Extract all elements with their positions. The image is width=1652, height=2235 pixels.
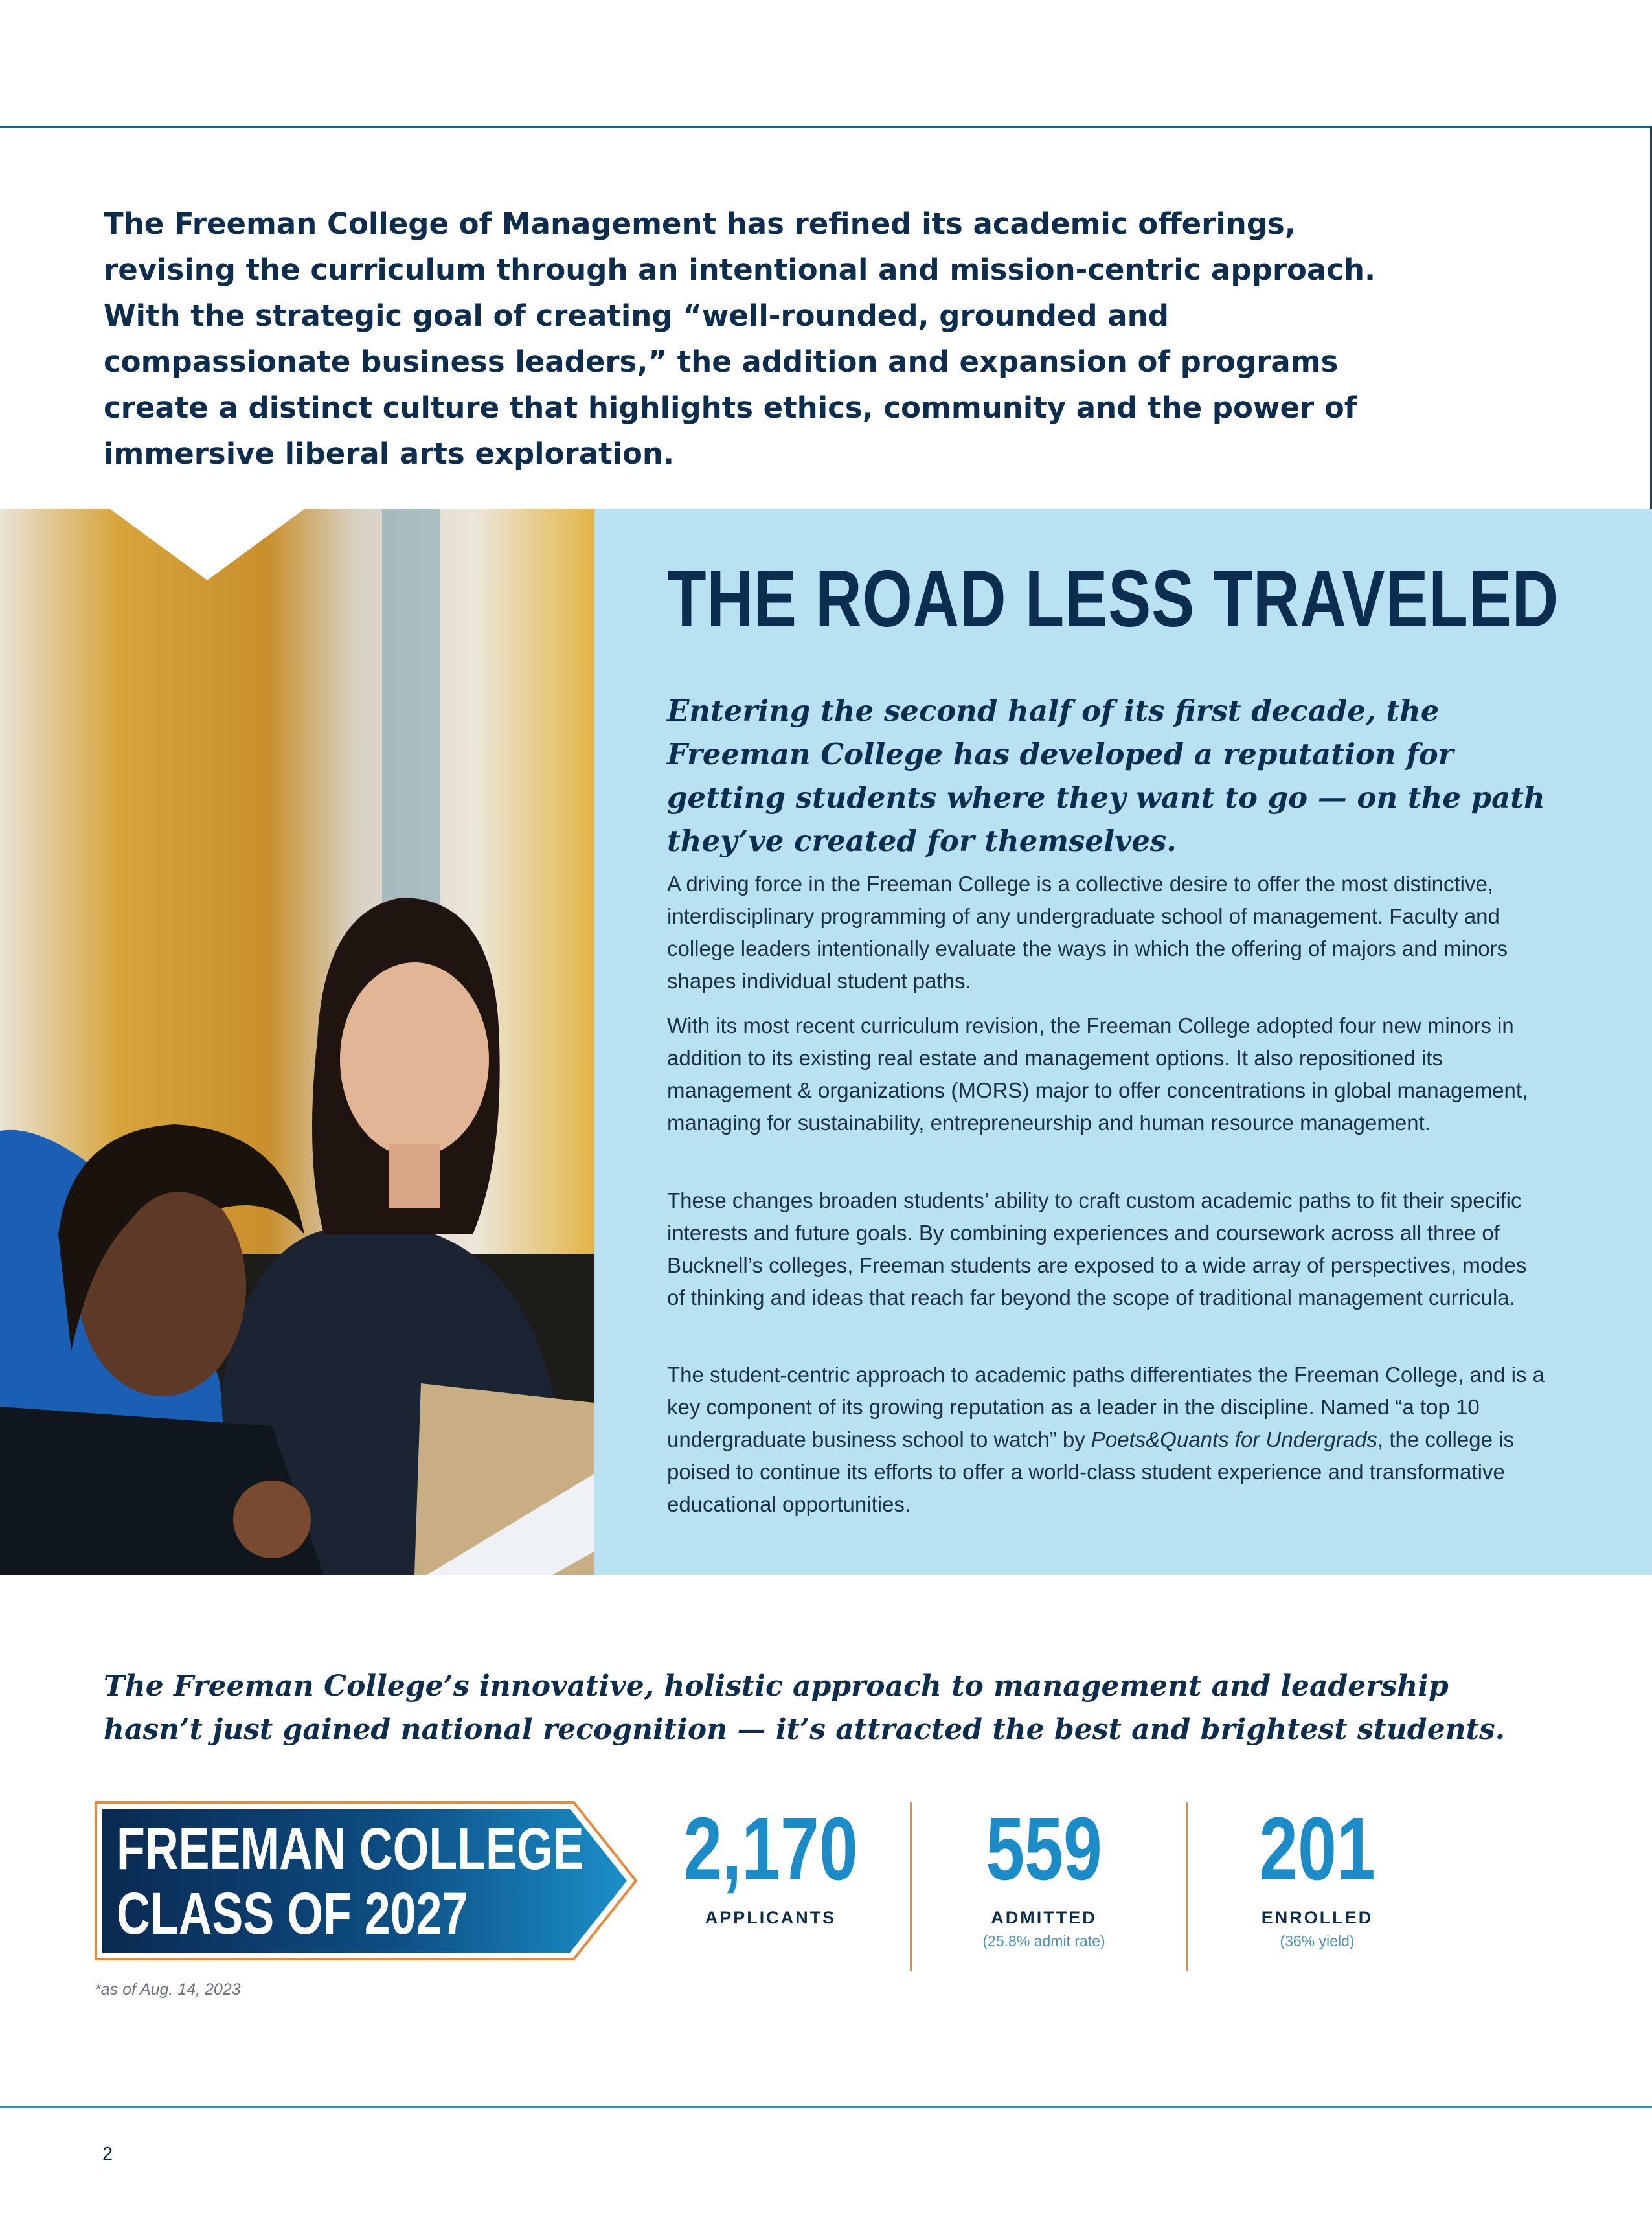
- intro-paragraph: The Freeman College of Management has refined its academic offerings, revising the curriculum through an intentional and mission-centric approach. With the strategic goal of creating “well-rounded, grounded and compassionate business leaders,” the addition and expansion of programs create a distinct culture that highlights ethics, community and the power of immersive liberal arts exploration.: [104, 207, 1376, 471]
- chevron-notch-icon: [110, 509, 304, 580]
- stat-number: 559: [986, 1799, 1102, 1899]
- bottom-deck: The Freeman College’s innovative, holistic approach to management and leadership hasn’t just gained national recognition — it’s attracted the best and brightest students.: [104, 1670, 1506, 1746]
- class-banner: [95, 1801, 639, 1964]
- body-paragraph: These changes broaden students’ ability to craft custom academic paths to fit their specific interests and future goals. By combining experiences and coursework across all three of Bucknell’s colleges, Freeman students are exposed to a wide array of perspectives, modes of thinking and ideas that reach far beyond the scope of traditional management curricula.: [667, 1188, 1527, 1310]
- stat-admitted: [914, 1800, 1173, 1951]
- stat-label: APPLICANTS: [705, 1908, 837, 1927]
- feature-title: THE ROAD LESS TRAVELED: [667, 554, 1559, 644]
- page-number: 2: [102, 2144, 113, 2164]
- stat-number: 201: [1259, 1799, 1375, 1899]
- stat-label: ADMITTED: [991, 1908, 1097, 1927]
- body-text: , the college is poised to continue its efforts to offer a world-class student experience and transformative educational opportunities.: [667, 1427, 1514, 1516]
- stat-divider: [910, 1802, 912, 1971]
- publication-name: Poets&Quants for Undergrads: [1091, 1427, 1377, 1451]
- body-paragraph: With its most recent curriculum revision, the Freeman College adopted four new minors in addition to its existing real estate and management options. It also repositioned its management & organizations (MORS) major to offer concentrations in global management, managing for sustainability, entrepreneurship and human resource management.: [667, 1014, 1528, 1135]
- students-photo: [0, 509, 594, 1575]
- stat-note: (36% yield): [1280, 1933, 1355, 1949]
- banner-line-2: CLASS OF 2027: [117, 1881, 468, 1947]
- body-paragraph: A driving force in the Freeman College is a collective desire to offer the most distinctive, interdisciplinary programming of any undergraduate school of management. Faculty and college leaders intentionally evaluate the ways in which the offering of majors and minors shapes individual student paths.: [667, 872, 1508, 993]
- students-photo-illustration: [0, 509, 594, 1575]
- footnote: *as of Aug. 14, 2023: [95, 1980, 241, 1999]
- bottom-rule: [0, 2106, 1652, 2108]
- stat-enrolled: [1188, 1800, 1447, 1951]
- top-rule: [0, 126, 1652, 128]
- feature-deck: Entering the second half of its first decade, the Freeman College has developed a reputation for getting students where they want to go — on the path they’ve created for themselves.: [667, 694, 1545, 858]
- stat-number: 2,170: [683, 1799, 858, 1899]
- stat-note: (25.8% admit rate): [982, 1933, 1105, 1949]
- banner-line-1: FREEMAN COLLEGE: [117, 1816, 584, 1882]
- stat-label: ENROLLED: [1261, 1908, 1374, 1927]
- stat-applicants: [641, 1800, 900, 1929]
- body-paragraph: [667, 1359, 1548, 1521]
- body-text: The student-centric approach to academic paths differentiates the Freeman College, and is a key component of its growing reputation as a leader in the discipline. Named “a top 10 undergraduate business school to watch” by: [667, 1363, 1545, 1451]
- feature-panel: [594, 509, 1652, 1575]
